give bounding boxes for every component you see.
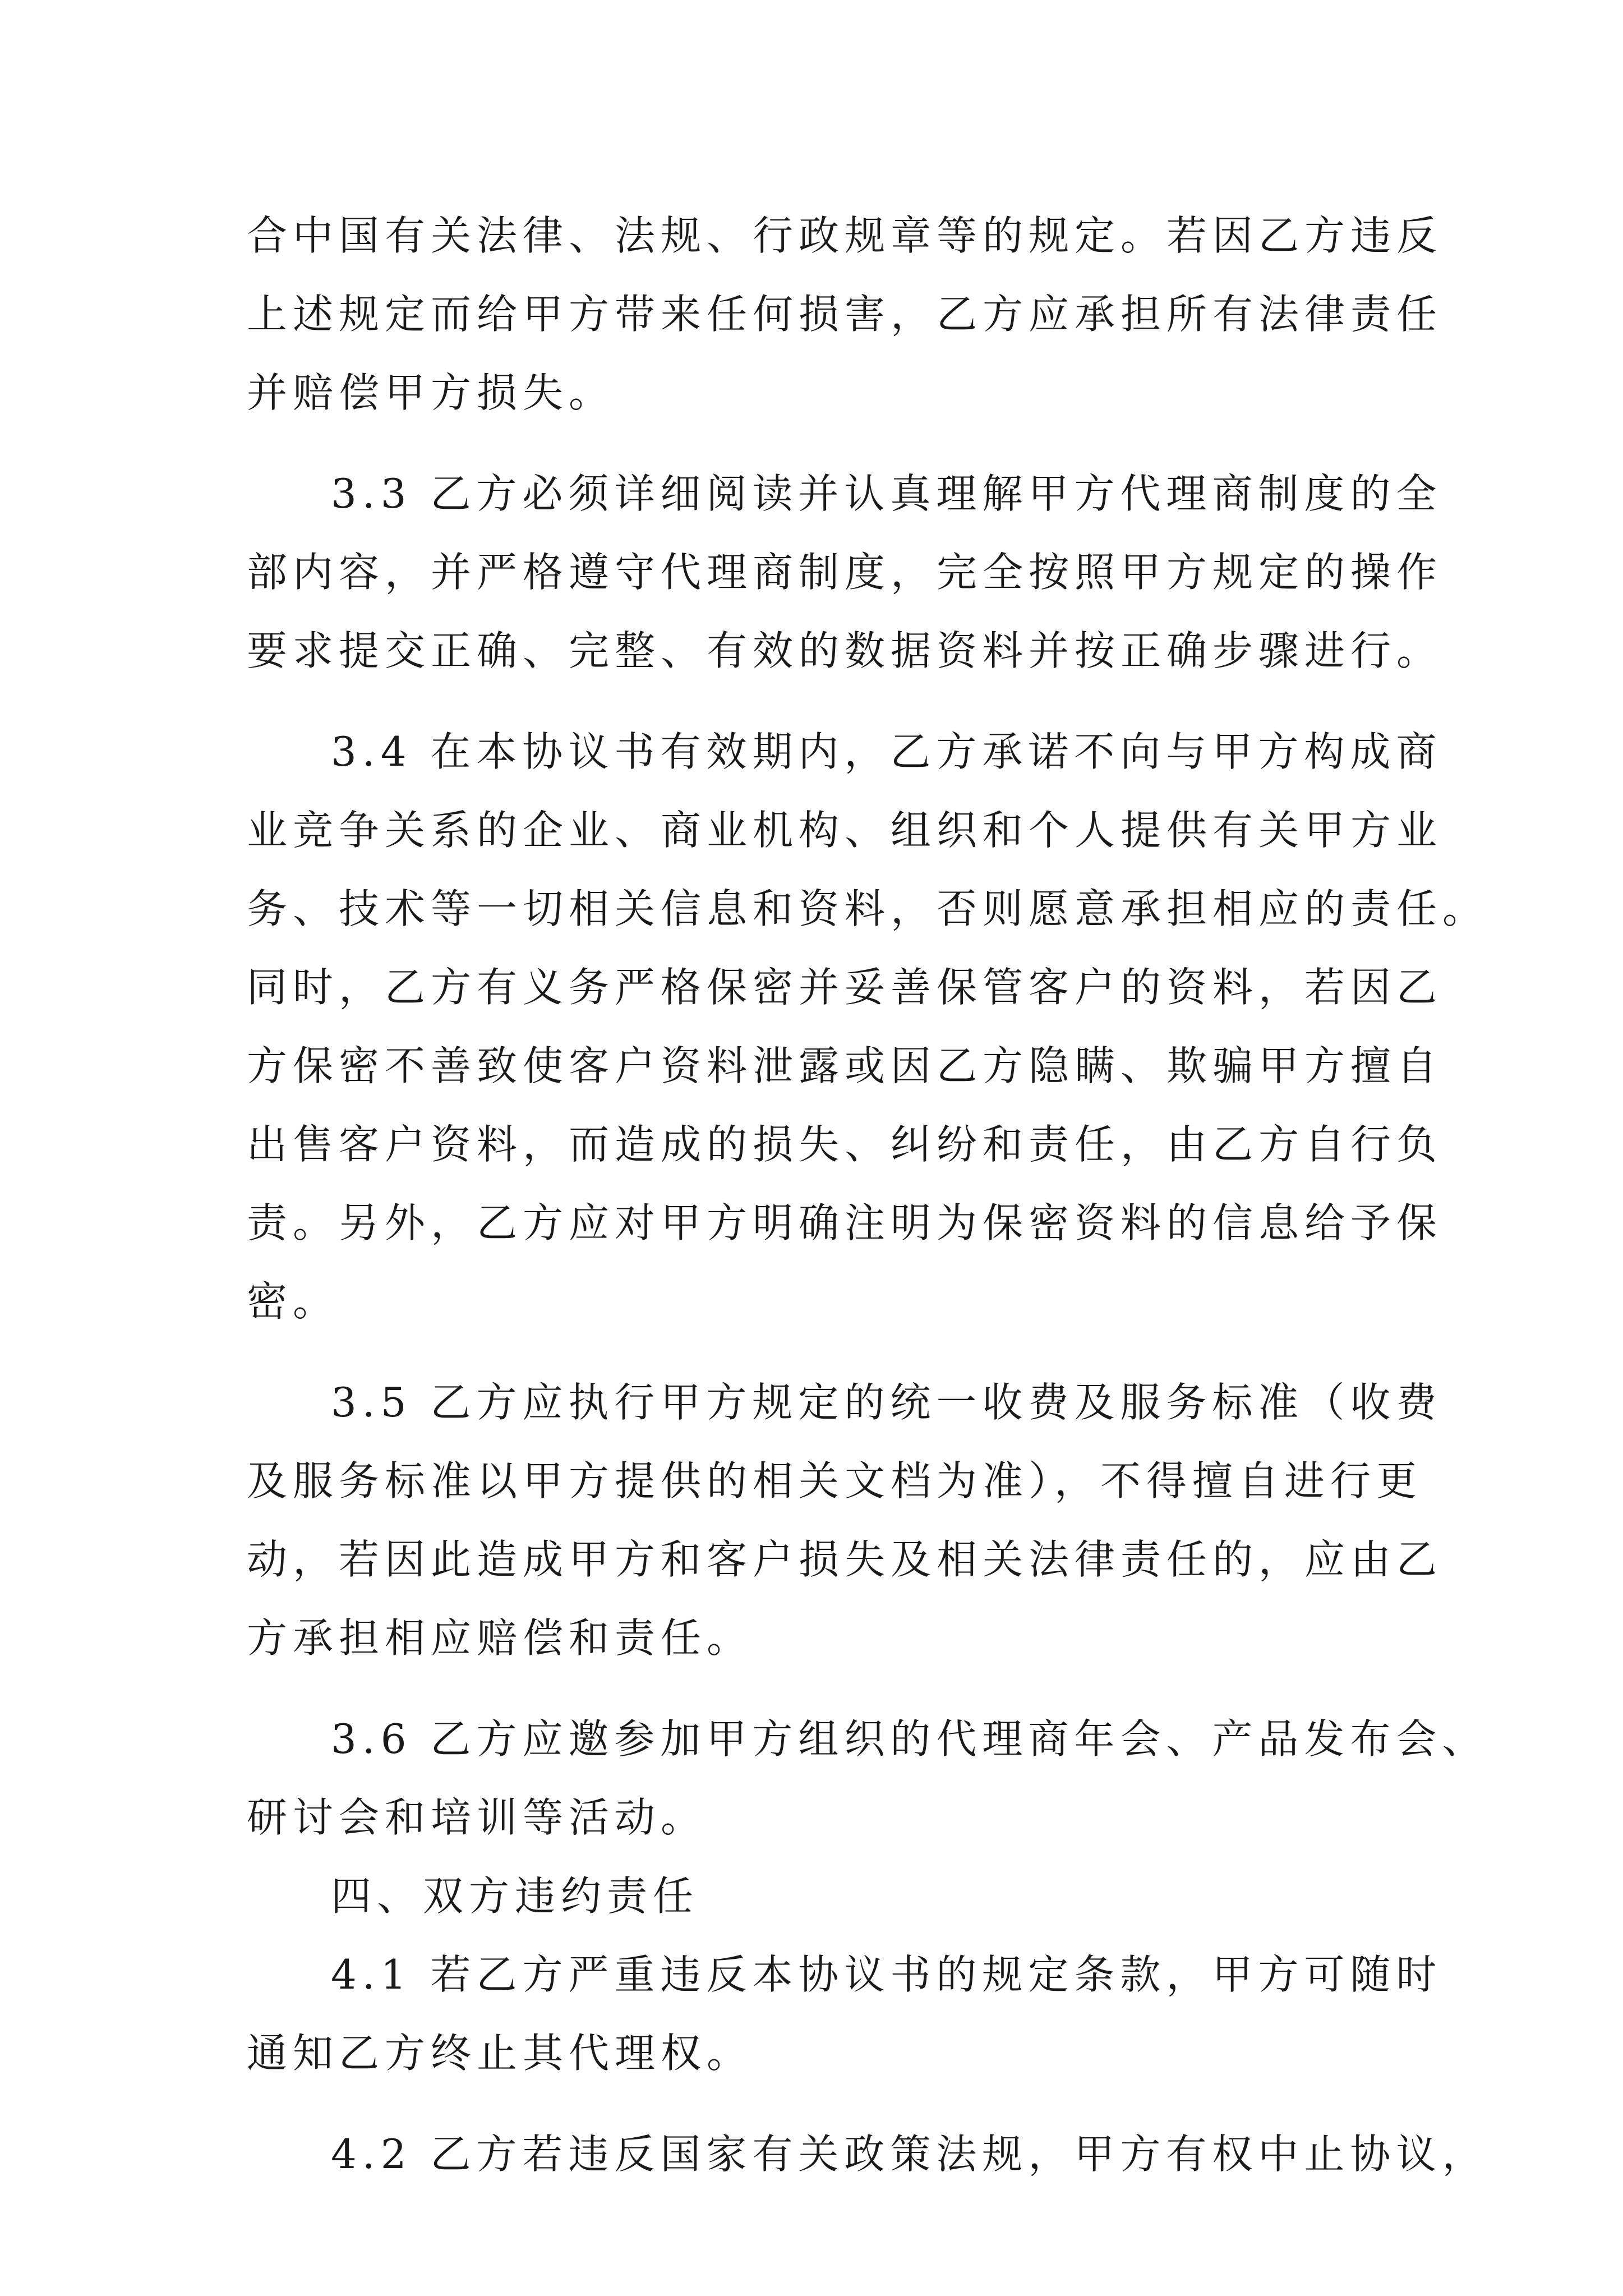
text-line: 动，若因此造成甲方和客户损失及相关法律责任的，应由乙 (247, 1536, 1443, 1583)
text-line: 合中国有关法律、法规、行政规章等的规定。若因乙方违反 (247, 212, 1443, 259)
text-line: 通知乙方终止其代理权。 (247, 2030, 753, 2077)
paragraph-3-5: 3.5 乙方应执行甲方规定的统一收费及服务标准（收费 (331, 1379, 1442, 1426)
paragraph-3-3: 3.3 乙方必须详细阅读并认真理解甲方代理商制度的全 (331, 470, 1442, 517)
text-line: 部内容，并严格遵守代理商制度，完全按照甲方规定的操作 (247, 549, 1443, 596)
text-line: 并赔偿甲方损失。 (247, 369, 615, 416)
document-body (247, 196, 1489, 2193)
section-heading-4: 四、双方违约责任 (331, 1872, 699, 1920)
text-line: 务、技术等一切相关信息和资料，否则愿意承担相应的责任。 (247, 885, 1489, 932)
text-line: 责。另外，乙方应对甲方明确注明为保密资料的信息给予保 (247, 1199, 1443, 1246)
text-line: 研讨会和培训等活动。 (247, 1794, 707, 1841)
text-line: 方保密不善致使客户资料泄露或因乙方隐瞒、欺骗甲方擅自 (247, 1042, 1443, 1089)
text-line: 密。 (247, 1278, 339, 1325)
text-line: 及服务标准以甲方提供的相关文档为准），不得擅自进行更 (247, 1457, 1423, 1504)
text-line: 业竞争关系的企业、商业机构、组织和个人提供有关甲方业 (247, 807, 1443, 854)
paragraph-3-6: 3.6 乙方应邀参加甲方组织的代理商年会、产品发布会、 (331, 1715, 1488, 1763)
text-line: 同时，乙方有义务严格保密并妥善保管客户的资料，若因乙 (247, 964, 1443, 1011)
paragraph-4-1: 4.1 若乙方严重违反本协议书的规定条款，甲方可随时 (331, 1951, 1442, 1998)
text-line: 上述规定而给甲方带来任何损害，乙方应承担所有法律责任 (247, 291, 1443, 338)
text-line: 出售客户资料，而造成的损失、纠纷和责任，由乙方自行负 (247, 1121, 1443, 1168)
text-line: 要求提交正确、完整、有效的数据资料并按正确步骤进行。 (247, 627, 1443, 674)
text-line: 方承担相应赔偿和责任。 (247, 1614, 753, 1662)
paragraph-4-2: 4.2 乙方若违反国家有关政策法规，甲方有权中止协议， (331, 2131, 1488, 2178)
paragraph-3-4: 3.4 在本协议书有效期内，乙方承诺不向与甲方构成商 (331, 728, 1442, 775)
